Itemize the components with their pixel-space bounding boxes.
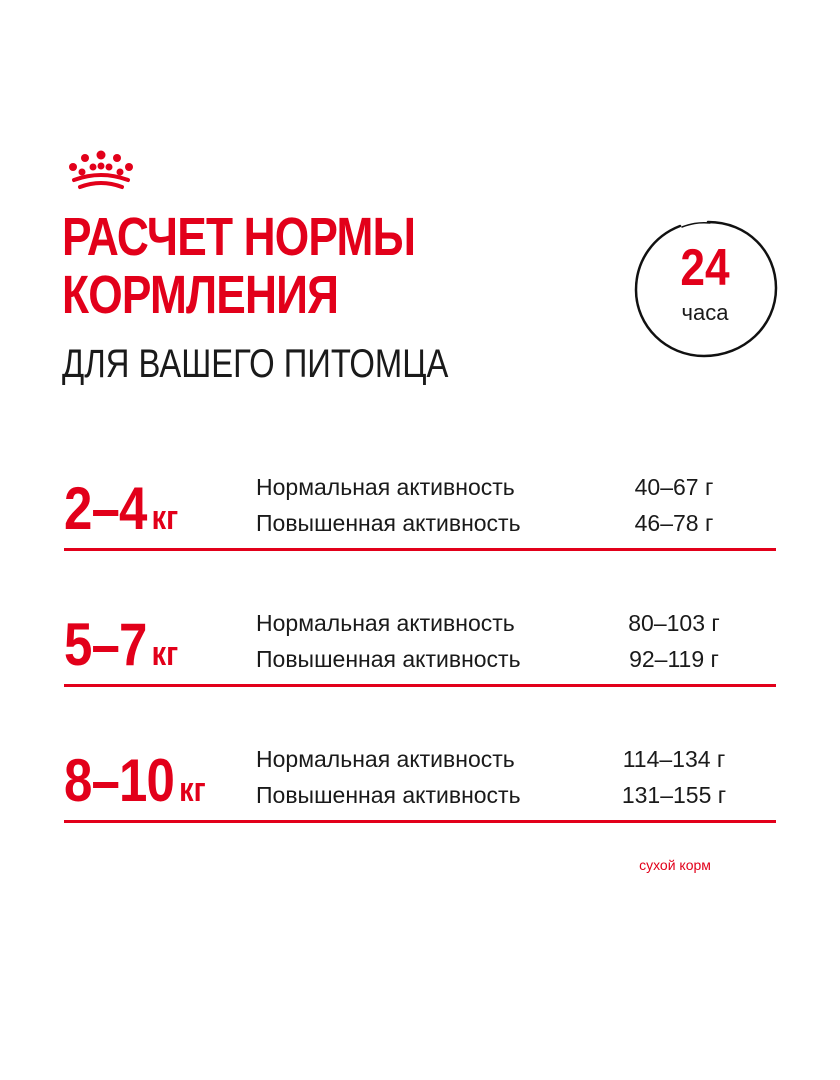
weight-unit: кг — [151, 499, 179, 537]
weight-block-2 — [64, 598, 776, 734]
amount-value: 92–119 г — [629, 646, 719, 672]
weight-block-1 — [64, 462, 776, 598]
weight-range-value: 2–4 — [64, 475, 147, 542]
badge-unit: часа — [681, 300, 729, 325]
weight-unit: кг — [151, 635, 179, 673]
weight-range — [64, 612, 178, 678]
divider — [64, 548, 776, 551]
amount-value: 46–78 г — [634, 510, 714, 536]
feeding-table — [64, 462, 776, 870]
amount-value: 40–67 г — [634, 474, 714, 500]
divider — [64, 684, 776, 687]
activity-label: Нормальная активность — [256, 474, 515, 500]
page-subtitle: ДЛЯ ВАШЕГО ПИТОМЦА — [62, 342, 449, 386]
activity-label: Повышенная активность — [256, 510, 521, 536]
title-line-1: РАСЧЕТ НОРМЫ — [62, 207, 416, 267]
weight-range — [64, 748, 206, 814]
amount-value: 80–103 г — [628, 610, 720, 636]
weight-range-value: 8–10 — [64, 747, 175, 814]
weight-block-3 — [64, 734, 776, 870]
badge-number: 24 — [680, 239, 730, 297]
weight-range-value: 5–7 — [64, 611, 147, 678]
footnote: сухой корм — [639, 857, 711, 873]
weight-range — [64, 476, 178, 542]
page-title — [62, 208, 415, 324]
weight-unit: кг — [179, 771, 206, 809]
amount-value: 131–155 г — [621, 782, 727, 808]
title-line-2: КОРМЛЕНИЯ — [62, 265, 339, 325]
activity-label: Нормальная активность — [256, 610, 515, 636]
activity-label: Повышенная активность — [256, 646, 521, 672]
amount-value: 114–134 г — [622, 746, 726, 772]
divider — [64, 820, 776, 823]
crown-icon — [64, 150, 138, 192]
activity-label: Повышенная активность — [256, 782, 521, 808]
activity-label: Нормальная активность — [256, 746, 515, 772]
